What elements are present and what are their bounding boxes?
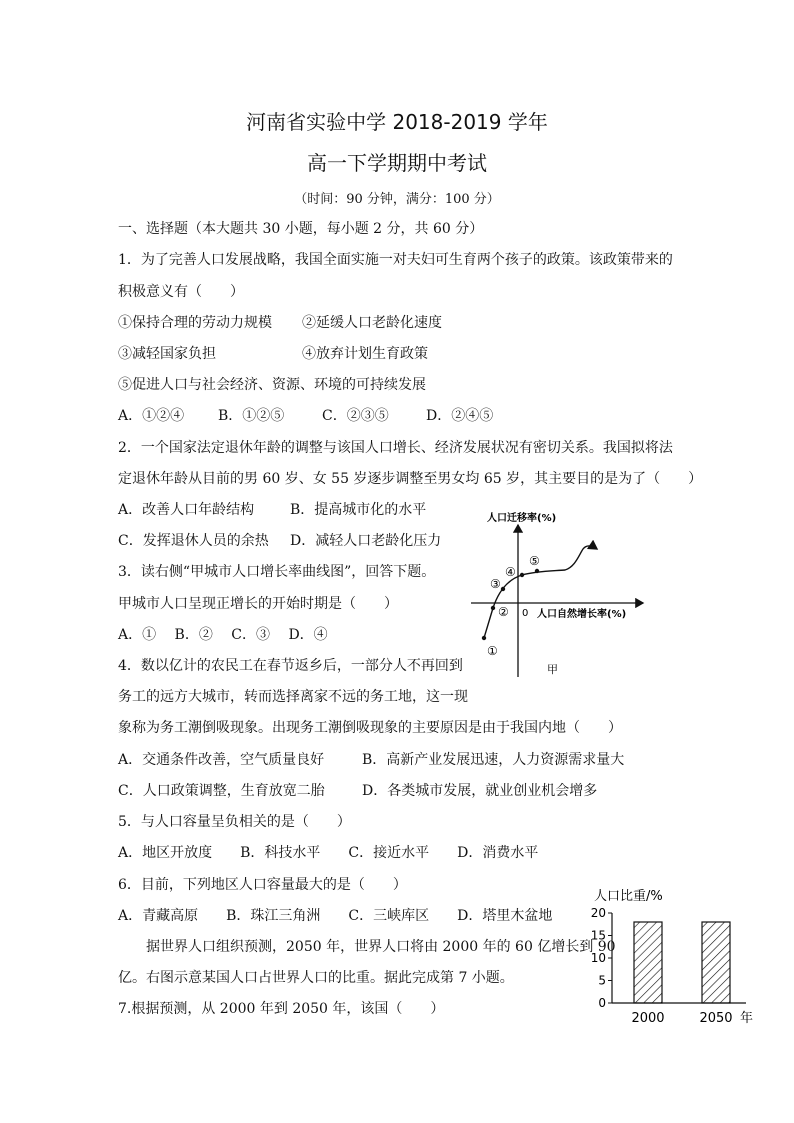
q7-stem: 7.根据预测，从 2000 年到 2050 年，该国（ ） bbox=[118, 1001, 445, 1017]
jia-point-4 bbox=[520, 573, 524, 577]
jia-origin: 0 bbox=[522, 608, 529, 619]
figure-jia bbox=[465, 505, 655, 685]
jia-caption: 甲 bbox=[547, 663, 558, 676]
q1-option-d: D．②④⑤ bbox=[426, 408, 494, 424]
jia-label-3: ③ bbox=[490, 577, 501, 591]
q4-option-b: B．高新产业发展迅速，人力资源需求量大 bbox=[362, 752, 625, 768]
q5-stem: 5．与人口容量呈负相关的是（ ） bbox=[118, 814, 351, 830]
exam-info: （时间：90 分钟，满分：100 分） bbox=[294, 192, 500, 207]
q2-stem-line2: 定退休年龄从目前的男 60 岁、女 55 岁逐步调整至男女均 65 岁，其主要目的是为了（ ） bbox=[118, 471, 703, 487]
q1-item-1: ①保持合理的劳动力规模 bbox=[118, 315, 272, 331]
jia-label-2: ② bbox=[498, 605, 509, 619]
q1-item-5: ⑤促进人口与社会经济、资源、环境的可持续发展 bbox=[118, 377, 426, 393]
q1-option-b: B．①②⑤ bbox=[218, 408, 285, 424]
population-share-chart bbox=[588, 880, 760, 1030]
q2-option-b: B．提高城市化的水平 bbox=[290, 502, 427, 518]
q5-options: A．地区开放度 B．科技水平 C．接近水平 D．消费水平 bbox=[118, 845, 539, 861]
chart-bar-2050 bbox=[702, 922, 730, 1003]
chart-y-tick-label: 5 bbox=[598, 973, 606, 988]
q4-stem-line3: 象称为务工潮倒吸现象。出现务工潮倒吸现象的主要原因是由于我国内地（ ） bbox=[118, 720, 622, 736]
q1-item-2: ②延缓人口老龄化速度 bbox=[302, 315, 442, 331]
chart-y-tick-label: 10 bbox=[590, 951, 606, 965]
q1-stem-line1: 1．为了完善人口发展战略，我国全面实施一对夫妇可生育两个孩子的政策。该政策带来的 bbox=[118, 252, 673, 268]
material-line2: 亿。右图示意某国人口占世界人口的比重。据此完成第 7 小题。 bbox=[118, 970, 514, 986]
q2-option-c: C．发挥退休人员的余热 bbox=[118, 533, 269, 549]
chart-x-tick-label: 2000 bbox=[631, 1011, 665, 1026]
q2-option-a: A．改善人口年龄结构 bbox=[118, 502, 255, 518]
q6-stem: 6．目前，下列地区人口容量最大的是（ ） bbox=[118, 877, 407, 893]
q1-item-4: ④放弃计划生育政策 bbox=[302, 346, 428, 362]
chart-y-label: 人口比重/% bbox=[594, 889, 663, 904]
jia-curve bbox=[484, 546, 597, 638]
q2-option-d: D．减轻人口老龄化压力 bbox=[290, 533, 442, 549]
chart-y-tick-label: 15 bbox=[590, 928, 606, 943]
q4-stem-line1: 4．数以亿计的农民工在春节返乡后，一部分人不再回到 bbox=[118, 658, 463, 674]
q4-option-c: C．人口政策调整，生育放宽二胎 bbox=[118, 783, 325, 799]
jia-label-5: ⑤ bbox=[529, 554, 540, 568]
jia-label-4: ④ bbox=[505, 565, 516, 579]
q1-option-a: A．①②④ bbox=[118, 408, 185, 424]
chart-x-label: 年 bbox=[740, 1011, 754, 1026]
jia-point-2 bbox=[491, 606, 495, 610]
material-line1: 据世界人口组织预测，2050 年，世界人口将由 2000 年的 60 亿增长到 90 bbox=[146, 939, 616, 955]
jia-label-1: ① bbox=[487, 644, 498, 658]
q4-option-d: D．各类城市发展，就业创业机会增多 bbox=[362, 783, 598, 799]
jia-point-3 bbox=[501, 587, 505, 591]
jia-x-label: 人口自然增长率(%) bbox=[537, 609, 627, 620]
chart-x-tick-label: 2050 bbox=[699, 1011, 733, 1026]
q3-stem-line2: 甲城市人口呈现正增长的开始时期是（ ） bbox=[118, 596, 398, 612]
page-title: 河南省实验中学 2018-2019 学年 bbox=[246, 110, 548, 134]
jia-y-label: 人口迁移率(%) bbox=[487, 513, 557, 524]
page-subtitle: 高一下学期期中考试 bbox=[307, 151, 487, 175]
q3-options: A．① B．② C．③ D．④ bbox=[118, 627, 328, 643]
q4-option-a: A．交通条件改善，空气质量良好 bbox=[118, 752, 325, 768]
chart-bar-2000 bbox=[634, 922, 662, 1003]
q4-stem-line2: 务工的远方大城市，转而选择离家不远的务工地，这一现 bbox=[118, 689, 468, 705]
q3-stem-line1: 3．读右侧“甲城市人口增长率曲线图”，回答下题。 bbox=[118, 564, 436, 580]
q1-stem-line2: 积极意义有（ ） bbox=[118, 284, 244, 300]
q1-option-c: C．②③⑤ bbox=[322, 408, 389, 424]
jia-point-1 bbox=[482, 636, 486, 640]
chart-y-tick-label: 20 bbox=[590, 906, 606, 920]
q1-item-3: ③减轻国家负担 bbox=[118, 346, 216, 362]
jia-point-5 bbox=[535, 569, 539, 573]
chart-y-tick-label: 0 bbox=[598, 996, 606, 1010]
section-heading: 一、选择题（本大题共 30 小题，每小题 2 分，共 60 分） bbox=[118, 221, 484, 237]
q2-stem-line1: 2．一个国家法定退休年龄的调整与该国人口增长、经济发展状况有密切关系。我国拟将法 bbox=[118, 440, 673, 456]
q6-options: A．青藏高原 B．珠江三角洲 C．三峡库区 D．塔里木盆地 bbox=[118, 908, 553, 924]
